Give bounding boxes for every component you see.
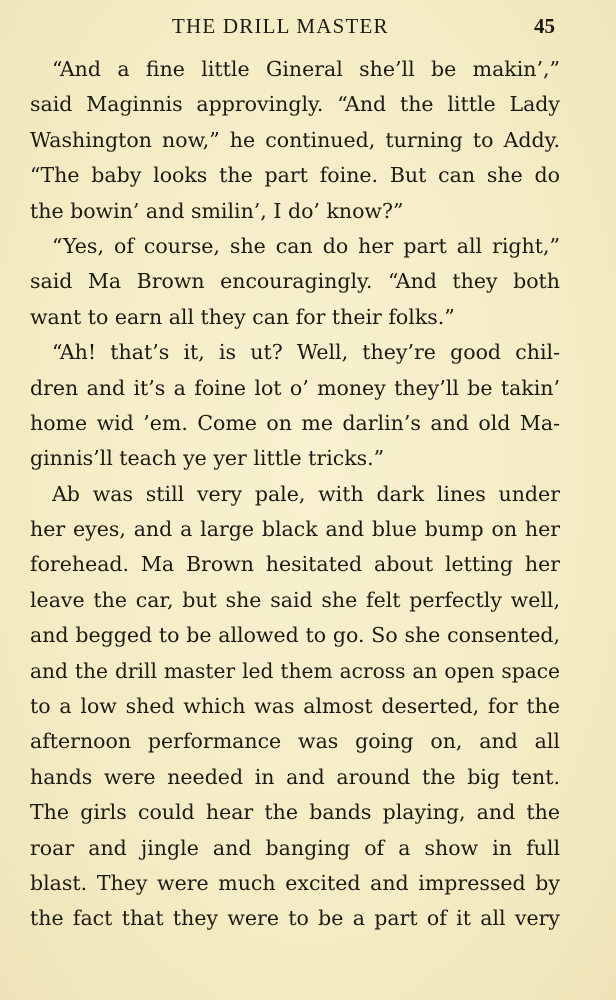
text-line: want to earn all they can for their folks.” xyxy=(30,304,455,329)
text-line: said Ma Brown encouragingly. “And they both xyxy=(30,269,560,294)
text-line: “The baby looks the part foine. But can she do xyxy=(30,163,560,188)
body-text xyxy=(30,52,560,937)
page-number: 45 xyxy=(534,14,555,38)
text-line: leave the car, but she said she felt perfectly well, xyxy=(30,587,560,612)
page-header xyxy=(0,14,616,44)
text-line: “Yes, of course, she can do her part all right,” xyxy=(52,233,560,258)
text-line: afternoon performance was going on, and all xyxy=(30,729,560,754)
text-line: and begged to be allowed to go. So she consented, xyxy=(30,623,560,648)
text-line: dren and it’s a foine lot o’ money they’ll be takin’ xyxy=(30,375,560,400)
text-line: said Maginnis approvingly. “And the little Lady xyxy=(30,92,560,117)
text-line: ginnis’ll teach ye yer little tricks.” xyxy=(30,446,385,471)
text-line: “And a fine little Gineral she’ll be makin’,” xyxy=(52,57,560,81)
running-head: THE DRILL MASTER xyxy=(172,14,389,38)
text-line: and the drill master led them across an open space xyxy=(30,658,560,683)
text-line: home wid ’em. Come on me darlin’s and old Ma- xyxy=(30,410,560,435)
text-line: The girls could hear the bands playing, and the xyxy=(30,800,560,825)
text-line: forehead. Ma Brown hesitated about letting her xyxy=(30,552,560,577)
text-line: the fact that they were to be a part of it all very xyxy=(30,906,560,931)
text-line: roar and jingle and banging of a show in full xyxy=(30,835,560,860)
text-line: the bowin’ and smilin’, I do’ know?” xyxy=(30,198,404,223)
text-line: Ab was still very pale, with dark lines under xyxy=(52,481,560,506)
text-line: her eyes, and a large black and blue bump on her xyxy=(30,517,560,542)
text-line: hands were needed in and around the big tent. xyxy=(30,764,560,789)
text-line: Washington now,” he continued, turning to Addy. xyxy=(30,127,560,152)
text-line: to a low shed which was almost deserted, for the xyxy=(30,694,560,719)
text-line: “Ah! that’s it, is ut? Well, they’re good chil- xyxy=(52,340,560,365)
text-line: blast. They were much excited and impressed by xyxy=(30,870,560,895)
